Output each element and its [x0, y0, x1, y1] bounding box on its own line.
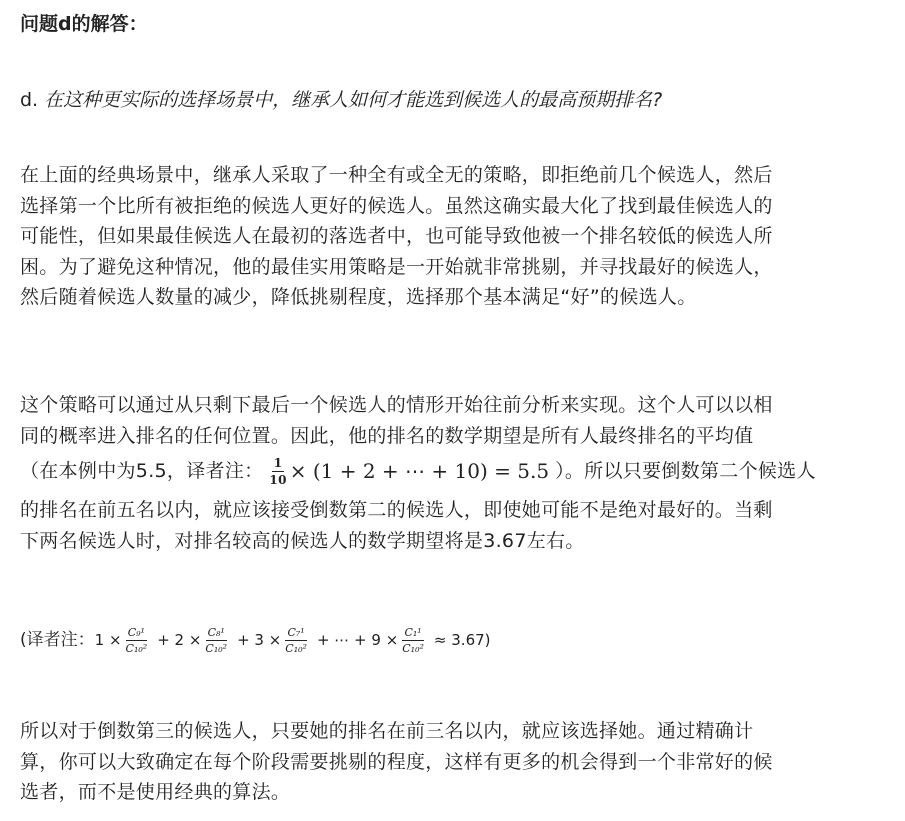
solution-heading: 问题d的解答：	[20, 13, 148, 35]
fraction-denominator: C₁₀²	[285, 641, 307, 655]
fraction-numerator: C₉¹	[127, 625, 145, 639]
fraction-numerator: C₁¹	[404, 625, 422, 639]
paragraph-line: 下两名候选人时，对排名较高的候选人的数学期望将是3.67左右。	[20, 529, 585, 552]
combination-fraction	[285, 627, 307, 654]
fraction-denominator: C₁₀²	[205, 641, 228, 655]
formula-term	[95, 620, 152, 660]
term-coefficient: + 2 ×	[157, 631, 202, 649]
combination-fraction	[205, 627, 227, 654]
paragraph-line: 的排名在前五名以内，就应该接受倒数第二的候选人，即使她可能不是绝对最好的。当剩	[20, 499, 773, 521]
term-coefficient: 1 ×	[94, 631, 122, 649]
fraction-one-tenth	[269, 457, 286, 486]
translator-note-formula	[20, 620, 497, 660]
math-suffix: ）。所以只要倒数第二个候选人	[555, 460, 816, 482]
paragraph-line: 可能性，但如果最佳候选人在最初的落选者中，也可能导致他被一个排名较低的候选人所	[20, 225, 773, 247]
paragraph-line: 这个策略可以通过从只剩下最后一个候选人的情形开始往前分析来实现。这个人可以以相	[20, 394, 773, 416]
term-coefficient: + ⋯ + 9 ×	[316, 631, 399, 649]
paragraph-classic-scenario	[20, 160, 886, 313]
paragraph-line: 所以对于倒数第三的候选人，只要她的排名在前三名以内，就应该选择她。通过精确计	[20, 720, 754, 742]
paragraph-conclusion	[20, 716, 886, 808]
paragraph-line: 在上面的经典场景中，继承人采取了一种全有或全无的策略，即拒绝前几个候选人，然后	[20, 164, 773, 186]
math-prefix: （在本例中为5.5，译者注：	[20, 460, 264, 482]
question-d	[20, 86, 662, 114]
math-expression: × (1 + 2 + ⋯ + 10) = 5.5	[289, 459, 550, 483]
paragraph-math-line	[20, 451, 886, 491]
combination-fraction	[126, 627, 148, 654]
paragraph-line: 选择第一个比所有被拒绝的候选人更好的候选人。虽然这确实最大化了找到最佳候选人的	[20, 194, 773, 217]
paragraph-strategy	[20, 390, 886, 556]
paragraph-line: 算，你可以大致确定在每个阶段需要挑剔的程度，这样有更多的机会得到一个非常好的候	[20, 750, 773, 773]
note-prefix: (译者注：	[20, 630, 95, 650]
formula-term	[237, 620, 311, 660]
paragraph-line: 同的概率进入排名的任何位置。因此，他的排名的数学期望是所有人最终排名的平均值	[20, 424, 754, 447]
paragraph-line: 选者，而不是使用经典的算法。	[20, 781, 291, 803]
combination-fraction	[402, 627, 424, 654]
fraction-numerator: C₈¹	[207, 625, 225, 639]
fraction-numerator: C₇¹	[287, 625, 305, 639]
fraction-denominator: 10	[269, 472, 287, 487]
fraction-numerator: 1	[273, 455, 283, 470]
formula-result: ≈ 3.67)	[433, 631, 491, 649]
formula-term	[317, 620, 428, 660]
fraction-denominator: C₁₀²	[125, 641, 148, 655]
term-coefficient: + 3 ×	[237, 631, 282, 649]
question-text: 在这种更实际的选择场景中，继承人如何才能选到候选人的最高预期排名?	[44, 89, 663, 111]
paragraph-line: 困。为了避免这种情况，他的最佳实用策略是一开始就非常挑剔，并寻找最好的候选人，	[20, 255, 773, 278]
question-prefix: d.	[20, 89, 45, 111]
fraction-denominator: C₁₀²	[402, 641, 424, 655]
paragraph-line: 然后随着候选人数量的减少，降低挑剔程度，选择那个基本满足“好”的候选人。	[20, 286, 697, 308]
formula-term	[157, 620, 231, 660]
